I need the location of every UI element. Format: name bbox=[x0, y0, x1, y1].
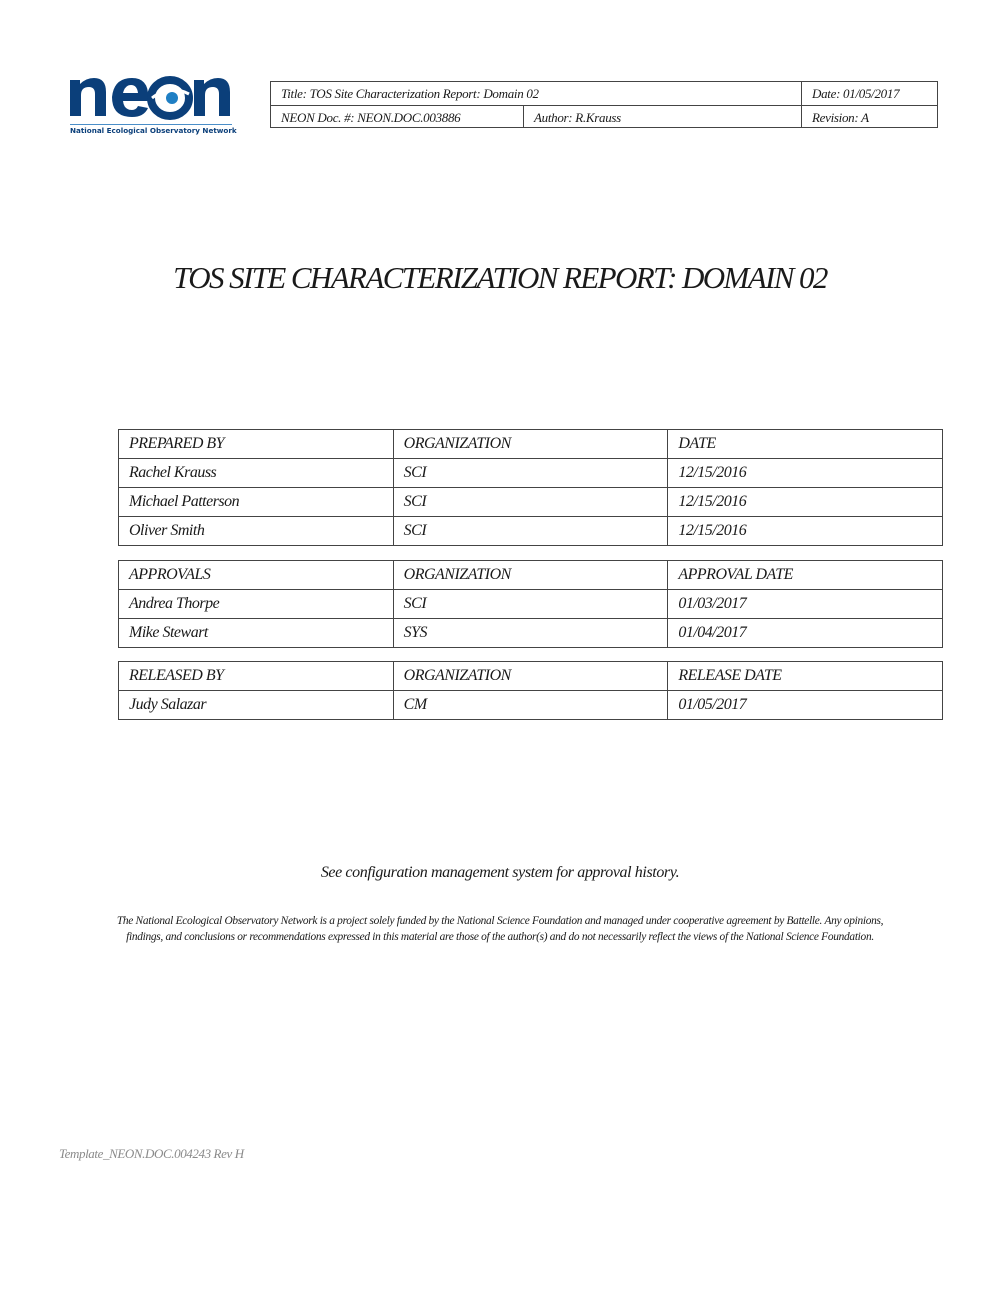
column-header: ORGANIZATION bbox=[393, 430, 668, 459]
released-by-table bbox=[118, 661, 943, 720]
column-header: ORGANIZATION bbox=[393, 662, 668, 691]
column-header: ORGANIZATION bbox=[393, 561, 668, 590]
release-date: 01/05/2017 bbox=[668, 691, 943, 720]
approver-name: Mike Stewart bbox=[119, 619, 394, 648]
table-row bbox=[119, 517, 943, 546]
approver-name: Andrea Thorpe bbox=[119, 590, 394, 619]
approval-date: 01/04/2017 bbox=[668, 619, 943, 648]
neon-logo bbox=[68, 70, 237, 136]
header-date: Date: 01/05/2017 bbox=[801, 82, 938, 105]
table-header-row bbox=[119, 561, 943, 590]
preparer-name: Oliver Smith bbox=[119, 517, 394, 546]
table-row bbox=[119, 459, 943, 488]
organization: SCI bbox=[393, 459, 668, 488]
neon-logo-icon bbox=[68, 70, 234, 122]
preparer-name: Rachel Krauss bbox=[119, 459, 394, 488]
logo-wordmark bbox=[68, 70, 234, 129]
table-row bbox=[119, 691, 943, 720]
approval-date: 01/03/2017 bbox=[668, 590, 943, 619]
table-row bbox=[119, 488, 943, 517]
prepared-by-table bbox=[118, 429, 943, 546]
table-row bbox=[119, 619, 943, 648]
column-header: APPROVALS bbox=[119, 561, 394, 590]
table-header-row bbox=[119, 430, 943, 459]
organization: SCI bbox=[393, 590, 668, 619]
header-title: Title: TOS Site Characterization Report: Domain 02 bbox=[281, 86, 539, 101]
column-header: RELEASED BY bbox=[119, 662, 394, 691]
organization: SCI bbox=[393, 517, 668, 546]
header-doc-number: NEON Doc. #: NEON.DOC.003886 bbox=[271, 105, 523, 128]
document-title: TOS SITE CHARACTERIZATION REPORT: DOMAIN 02 bbox=[173, 260, 827, 295]
table-header-row bbox=[119, 662, 943, 691]
approvals-table bbox=[118, 560, 943, 648]
document-header-box bbox=[270, 81, 938, 128]
template-id: Template_NEON.DOC.004243 Rev H bbox=[59, 1146, 244, 1161]
preparer-name: Michael Patterson bbox=[119, 488, 394, 517]
organization: SYS bbox=[393, 619, 668, 648]
header-author: Author: R.Krauss bbox=[523, 105, 801, 128]
logo-tagline: National Ecological Observatory Network bbox=[70, 126, 237, 135]
configuration-note: See configuration management system for approval history. bbox=[320, 864, 680, 881]
date: 12/15/2016 bbox=[668, 488, 943, 517]
column-header: DATE bbox=[668, 430, 943, 459]
funding-disclaimer: The National Ecological Observatory Network is a project solely funded by the National Science Foundation and managed under cooperative agreement by Battelle. Any opinions, findings, and conclusions or recommendations expressed in this material are those of the author(s) and do not necessarily reflect the views of the National Science Foundation. bbox=[116, 915, 884, 943]
column-header: RELEASE DATE bbox=[668, 662, 943, 691]
table-row bbox=[119, 590, 943, 619]
organization: CM bbox=[393, 691, 668, 720]
column-header: APPROVAL DATE bbox=[668, 561, 943, 590]
header-revision: Revision: A bbox=[801, 105, 938, 128]
column-header: PREPARED BY bbox=[119, 430, 394, 459]
date: 12/15/2016 bbox=[668, 459, 943, 488]
organization: SCI bbox=[393, 488, 668, 517]
date: 12/15/2016 bbox=[668, 517, 943, 546]
releaser-name: Judy Salazar bbox=[119, 691, 394, 720]
